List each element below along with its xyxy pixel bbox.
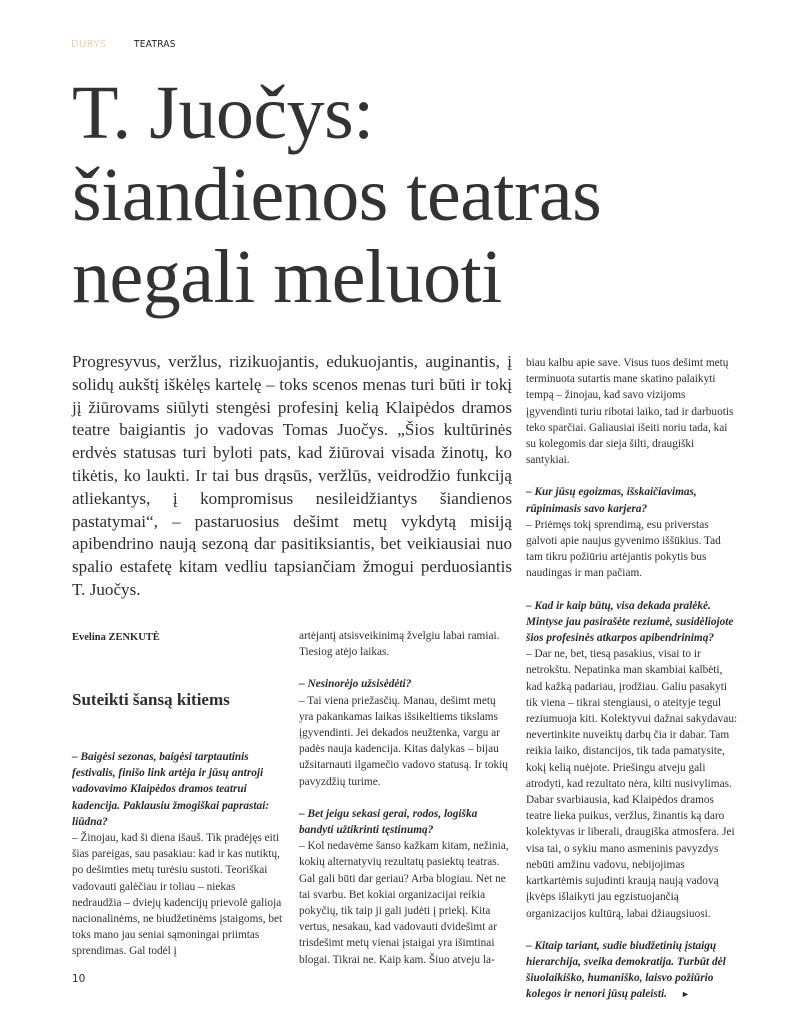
- headline-line-3: negali meluoti: [72, 235, 502, 319]
- byline: [72, 630, 284, 646]
- headline-line-1: T. Juočys:: [72, 71, 374, 155]
- column-3: [526, 355, 738, 1003]
- article-headline: [72, 72, 762, 318]
- answer: – Kol nedavėme šanso kažkam kitam, nežinia, kokių alternatyvių rezultatų pasiektų teatras. Gal gali būti dar geriau? Arba blogiau. Net ne tai svarbu. Bet kokiai organizacijai reikia pokyčių, tik taip ji gali judėti į priekį. Kita vertus, nesakau, kad vadovauti dvidešimt ar trisdešimt metų vienai įstaigai yra išimtinai blogai. Tikrai ne. Kaip kam. Šiuo atveju la-: [299, 840, 509, 966]
- triangle-right-icon: ►: [680, 989, 690, 1000]
- category-label[interactable]: TEATRAS: [134, 39, 177, 50]
- answer: artėjantį atsisveikinimą žvelgiu labai ramiai. Tiesiog atėjo laikas.: [299, 630, 500, 659]
- answer: – Priėmęs tokį sprendimą, esu priverstas galvoti apie naujus gyvenimo iššūkius. Tad tam tikru požiūriu artėjantis pokytis bus naudingas ir man pačiam.: [526, 518, 721, 580]
- column-1: [72, 749, 284, 960]
- author-name: Evelina ZENKUTĖ: [72, 632, 160, 643]
- article-lead: Progresyvus, veržlus, rizikuojantis, edukuojantis, auginantis, į solidų aukštį iškėlęs kartelę – toks scenos menas turi būti ir tokį jį žiūrovams siūlyti stengėsi profesinį kelią Klaipėdos dramos teatre baigiantis jo vadovas Tomas Juočys. „Šios kultūrinės erdvės statusas turi byloti pats, kad žiūrovai visada žinotų, ko tikėtis, ko laukti. Ir tai bus drąsūs, veržlūs, veidrodžio funkciją atliekantys, į kompromisus nesileidžiantys šiandienos pastatymai“, – pastaruosius dešimt metų vykdytą misiją apibendrino naują sezoną dar pasitiksiantis, bet veikiausiai nuo spalio estafetę kitam vedliu tapsiančiam žmogui perduosiantis T. Juočys.: [72, 352, 512, 599]
- page-number: 10: [72, 973, 86, 985]
- column-2: [299, 628, 511, 968]
- headline-line-2: šiandienos teatras: [72, 153, 602, 237]
- section-nav: [71, 39, 181, 50]
- answer: biau kalbu apie save. Visus tuos dešimt metų terminuota sutartis mane skatino palaikyti tempą – žinojau, kad savo vizijoms įgyvendinti turiu ribotai laiko, tad ir darbuotis teko sparčiai. Galiausiai išeiti noriu tada, kai su kolegomis dar sieja šilti, draugiški santykiai.: [526, 357, 734, 467]
- answer: – Dar ne, bet, tiesą pasakius, visai to ir netrokštu. Nepatinka man skambiai kalbėti, kad kažką padariau, įrodžiau. Galiu pasakyti tik viena – tikrai stengiausi, o ateityje tegul reziumuoja kiti. Kolektyvui dažnai sakydavau: nevertinkite nuveiktų darbų čia ir dabar. Tam reikia laiko, distancijos, tik tada pamatysite, kokį kelią nuėjote. Priešingu atveju gali atrodyti, kad rezultato nėra, kilti nusivylimas. Dabar svarbiausia, kad Klaipėdos dramos teatre lieka puikus, veržlus, žinantis ką daro kolektyvas ir liberali, draugiška atmosfera. Jei visa tai, o sykiu mano asmeninis pavyzdys nebūti amžinu vadovu, nebijojimas kartkartėmis sujudinti kraują naują vadovą įkvėps išlaikyti jau egzistuojančią organizacijos kultūrą, labai džiaugsiuosi.: [526, 648, 738, 920]
- question-text: – Kitaip tariant, sudie biudžetinių įstaigų hierarchija, sveika demokratija. Turbūt dėl šiuolaikiško, humaniško, laisvo požiūrio kolegos ir nenori jūsų paleisti.: [526, 939, 726, 1001]
- question: – Nesinorėjo užsisėdėti?: [299, 678, 412, 691]
- section-label[interactable]: DURYS: [71, 39, 107, 50]
- question: [526, 938, 738, 1003]
- question: – Kur jūsų egoizmas, išskaičiavimas, rūpinimasis savo karjera?: [526, 486, 697, 515]
- answer: – Žinojau, kad ši diena išauš. Tik pradėjęs eiti šias pareigas, sau pasakiau: kad ir kas nutiktų, po dešimties metų turėsiu sustoti. Teoriškai vadovauti galėčiau ir toliau – niekas nedraudžia – dviejų kadencijų prievolė galioja nacionalinėms, ne biudžetinėms įstaigoms, bet toks mano jau seniai sąmoningai priimtas sprendimas. Gal todėl į: [72, 832, 283, 958]
- question: – Baigėsi sezonas, baigėsi tarptautinis festivalis, finišo link artėja ir jūsų antroji vadovavimo Klaipėdos dramos teatrui kadencija. Paklausiu žmogiškai paprastai: liūdna?: [72, 751, 270, 828]
- question: – Bet jeigu sekasi gerai, rodos, logiška bandyti užtikrinti tęstinumą?: [299, 807, 478, 837]
- answer: – Tai viena priežasčių. Manau, dešimt metų yra pakankamas laikas išsikeltiems tikslams įgyvendinti. Jei dekados neužtenka, vargu ar padės nauja kadencija. Kitas dalykas – bijau užsitarnauti ilgamečio vadovo statusą. Ir tokių pavyzdžių turime.: [299, 694, 508, 788]
- section-subheading: Suteikti šansą kitiems: [72, 690, 230, 709]
- question: – Kad ir kaip būtų, visa dekada pralėkė. Mintyse jau pasirašėte reziumė, susidėliojote šios profesinės atkarpos apibendrinimą?: [526, 599, 734, 645]
